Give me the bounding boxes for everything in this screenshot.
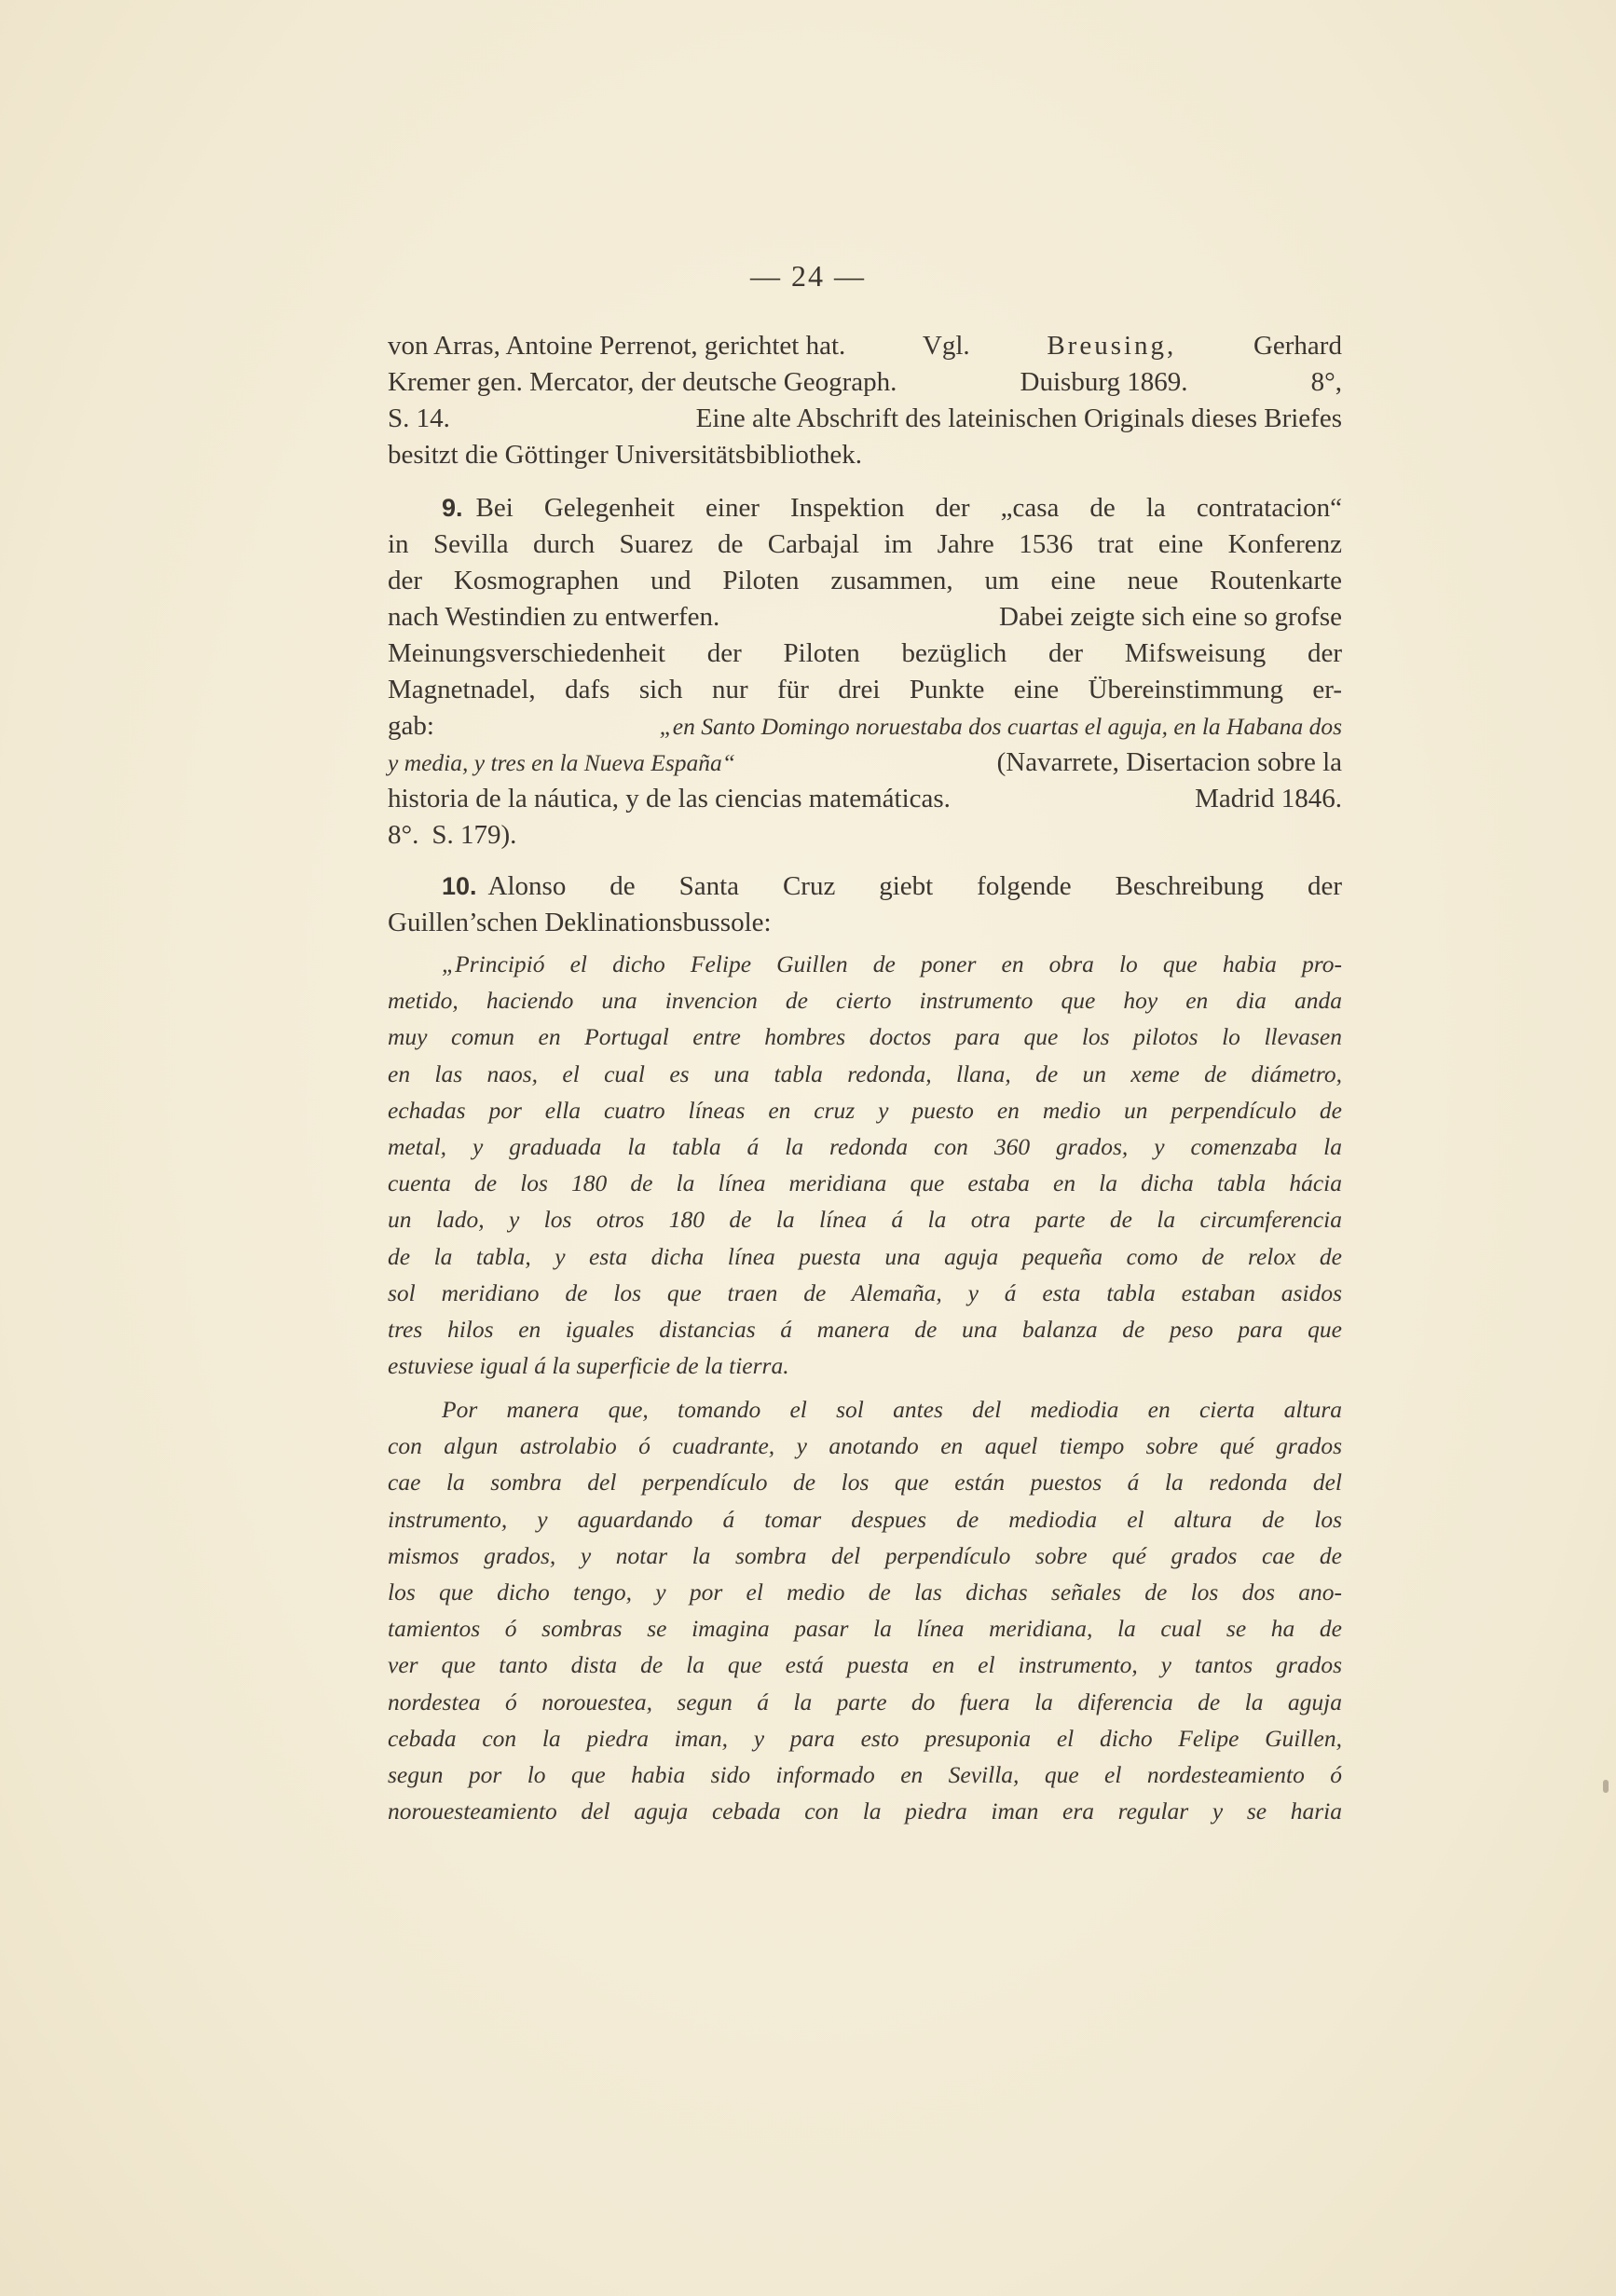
- text-line: un lado, y los otros 180 de la línea á la otra parte de la circumferencia: [388, 1206, 1342, 1234]
- text-line: muy comun en Portugal entre hombres doctos para que los pilotos lo llevasen: [388, 1023, 1342, 1051]
- text-line: Magnetnadel, dafs sich nur für drei Punkte eine Übereinstimmung er-: [388, 675, 1342, 704]
- text-line: norouesteamiento del aguja cebada con la piedra iman era regular y se haria: [388, 1797, 1342, 1825]
- text-line: Meinungsverschiedenheit der Piloten bezüglich der Mifsweisung der: [388, 638, 1342, 668]
- text-line: der Kosmographen und Piloten zusammen, um eine neue Routenkarte: [388, 566, 1342, 595]
- text-line: gab: „en Santo Domingo noruestaba dos cuartas el aguja, en la Habana dos: [388, 711, 1342, 741]
- text-line: metal, y graduada la tabla á la redonda con 360 grados, y comenzaba la: [388, 1132, 1342, 1160]
- text-line: estuviese igual á la superficie de la tierra.: [388, 1352, 789, 1380]
- text-line: historia de la náutica, y de las ciencias matemáticas. Madrid 1846.: [388, 784, 1342, 813]
- text-line: tres hilos en iguales distancias á manera de una balanza de peso para que: [388, 1315, 1342, 1343]
- text-line: 8°. S. 179).: [388, 820, 517, 850]
- edge-mark: [1603, 1780, 1609, 1793]
- text-line: 9. Bei Gelegenheit einer Inspektion der „casa de la contratacion“: [388, 490, 1342, 526]
- text-line: 10. Alonso de Santa Cruz giebt folgende Beschreibung der: [388, 868, 1342, 905]
- text-line: con algun astrolabio ó cuadrante, y anotando en aquel tiempo sobre qué grados: [388, 1432, 1342, 1460]
- text-line: metido, haciendo una invencion de cierto instrumento que hoy en dia anda: [388, 987, 1342, 1015]
- text-line: de la tabla, y esta dicha línea puesta una aguja pequeña como de relox de: [388, 1242, 1342, 1270]
- text-line: cae la sombra del perpendículo de los que están puestos á la redonda del: [388, 1469, 1342, 1496]
- text-line: S. 14. Eine alte Abschrift des lateinischen Originals dieses Briefes: [388, 403, 1342, 433]
- paragraph-continuation: [388, 328, 1342, 473]
- text-line: tamientos ó sombras se imagina pasar la línea meridiana, la cual se ha de: [388, 1615, 1342, 1643]
- text-line: Kremer gen. Mercator, der deutsche Geograph. Duisburg 1869. 8°,: [388, 367, 1342, 397]
- text-line: Por manera que, tomando el sol antes del mediodia en cierta altura: [442, 1396, 1342, 1423]
- quotation-part-1: [388, 946, 1342, 1384]
- quotation-part-2: [388, 1391, 1342, 1829]
- text-line: Guillen’schen Deklinationsbussole:: [388, 908, 772, 937]
- text-line: besitzt die Göttinger Universitätsbibliothek.: [388, 440, 863, 470]
- text-line: nach Westindien zu entwerfen. Dabei zeigte sich eine so grofse: [388, 602, 1342, 632]
- text-line: nordestea ó norouestea, segun á la parte do fuera la diferencia de la aguja: [388, 1688, 1342, 1715]
- text-line: ver que tanto dista de la que está puesta en el instrumento, y tantos grados: [388, 1651, 1342, 1679]
- text-line: en las naos, el cual es una tabla redonda, llana, de un xeme de diámetro,: [388, 1059, 1342, 1087]
- paragraph-number: 10.: [442, 872, 477, 900]
- text-line: segun por lo que habia sido informado en Sevilla, que el nordesteamiento ó: [388, 1760, 1342, 1788]
- text-line: cebada con la piedra iman, y para esto presuponia el dicho Felipe Guillen,: [388, 1724, 1342, 1752]
- paragraph-number: 9.: [442, 494, 463, 522]
- paragraph-9: [388, 490, 1342, 854]
- text-line: mismos grados, y notar la sombra del perpendículo sobre qué grados cae de: [388, 1541, 1342, 1569]
- text-line: cuenta de los 180 de la línea meridiana que estaba en la dicha tabla hácia: [388, 1169, 1342, 1197]
- page-number: — 24 —: [750, 259, 866, 293]
- paragraph-10: [388, 868, 1342, 941]
- text-line: instrumento, y aguardando á tomar despues de mediodia el altura de los: [388, 1505, 1342, 1533]
- text-line: von Arras, Antoine Perrenot, gerichtet hat. Vgl. Breusing, Gerhard: [388, 331, 1342, 361]
- text-line: echadas por ella cuatro líneas en cruz y puesto en medio un perpendículo de: [388, 1096, 1342, 1124]
- text-line: „Principió el dicho Felipe Guillen de poner en obra lo que habia pro-: [442, 950, 1342, 977]
- text-line: los que dicho tengo, y por el medio de las dichas señales de los dos ano-: [388, 1578, 1342, 1606]
- text-line: in Sevilla durch Suarez de Carbajal im Jahre 1536 trat eine Konferenz: [388, 529, 1342, 559]
- text-line: sol meridiano de los que traen de Alemaña, y á esta tabla estaban asidos: [388, 1278, 1342, 1306]
- text-line: y media, y tres en la Nueva España“ (Navarrete, Disertacion sobre la: [388, 747, 1342, 777]
